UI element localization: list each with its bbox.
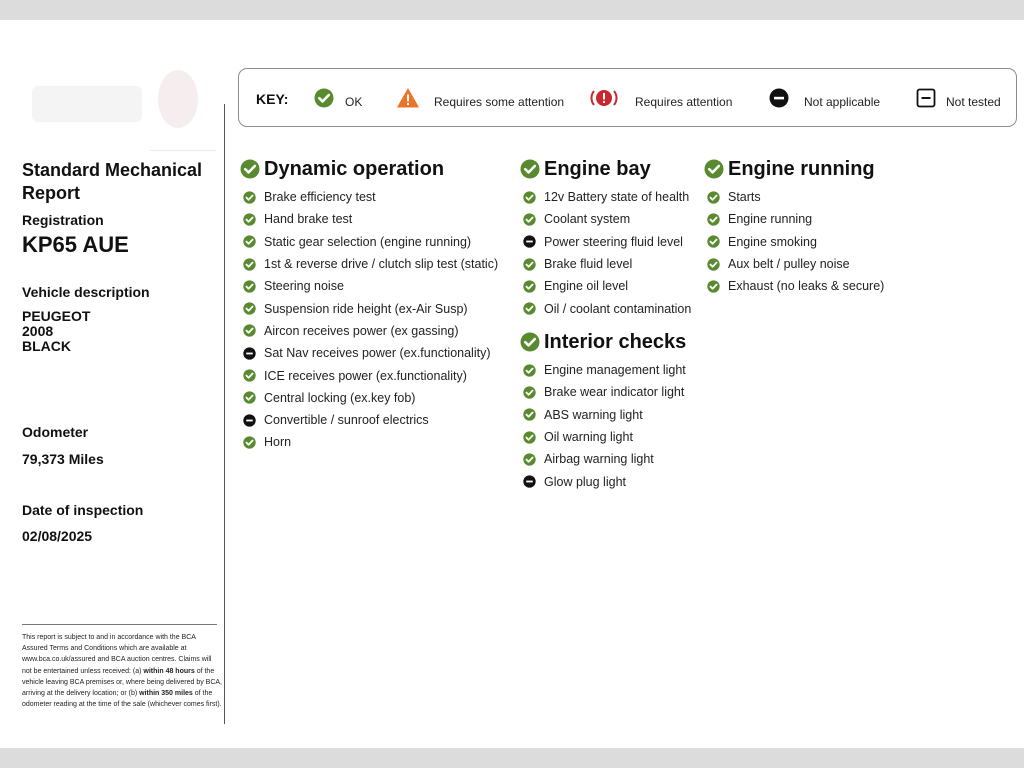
check-item xyxy=(520,448,686,470)
section-engine-bay xyxy=(520,158,691,320)
ok-check-icon xyxy=(243,280,256,293)
check-item xyxy=(704,253,884,275)
check-item xyxy=(520,275,691,297)
check-item xyxy=(520,359,686,381)
check-item-label: Brake efficiency test xyxy=(264,190,376,205)
ok-check-icon xyxy=(707,213,720,226)
not-applicable-icon xyxy=(523,475,536,488)
check-item-label: Exhaust (no leaks & secure) xyxy=(728,279,885,294)
ok-check-icon xyxy=(523,280,536,293)
check-item xyxy=(704,231,884,253)
check-list xyxy=(520,186,691,320)
check-item-label: Brake fluid level xyxy=(544,257,633,272)
check-item-label: Convertible / sunroof electrics xyxy=(264,413,429,428)
check-item xyxy=(240,186,498,208)
ok-check-icon xyxy=(523,386,536,399)
check-item-label: Oil warning light xyxy=(544,430,633,445)
check-item xyxy=(240,275,498,297)
key-not-applicable-label: Not applicable xyxy=(804,95,881,109)
check-item xyxy=(520,297,691,319)
vehicle-description xyxy=(22,309,90,354)
section-ok-icon xyxy=(704,159,724,179)
check-item xyxy=(520,381,686,403)
ok-check-icon xyxy=(243,258,256,271)
ok-check-icon xyxy=(243,302,256,315)
ok-check-icon xyxy=(523,191,536,204)
ok-check-icon xyxy=(243,213,256,226)
check-item-label: Steering noise xyxy=(264,279,344,294)
ok-check-icon xyxy=(243,324,256,337)
section-engine-running xyxy=(704,158,884,297)
check-item xyxy=(520,208,691,230)
report-page xyxy=(0,20,1024,748)
registration-value: KP65 AUE xyxy=(22,232,129,257)
check-item-label: ICE receives power (ex.functionality) xyxy=(264,368,467,383)
check-item xyxy=(704,186,884,208)
vehicle-description-label: Vehicle description xyxy=(22,284,150,300)
check-item-label: Suspension ride height (ex-Air Susp) xyxy=(264,301,468,316)
check-item-label: 1st & reverse drive / clutch slip test (static) xyxy=(264,257,499,272)
check-item-label: Starts xyxy=(728,190,761,205)
ok-check-icon xyxy=(523,302,536,315)
ok-check-icon xyxy=(523,453,536,466)
odometer-value: 79,373 Miles xyxy=(22,451,104,467)
section-dynamic-operation xyxy=(240,158,498,454)
vehicle-colour: BLACK xyxy=(22,338,71,354)
not-applicable-icon xyxy=(243,347,256,360)
check-item xyxy=(240,208,498,230)
ok-check-icon xyxy=(243,235,256,248)
inspection-date-label: Date of inspection xyxy=(22,502,144,518)
check-item-label: Brake wear indicator light xyxy=(544,385,685,400)
key-not-applicable-icon xyxy=(769,88,789,108)
check-item-label: Horn xyxy=(264,435,292,450)
check-item-label: Engine smoking xyxy=(728,234,817,249)
check-item-label: Coolant system xyxy=(544,212,631,227)
check-item-label: Engine management light xyxy=(544,363,686,378)
check-list xyxy=(520,359,686,493)
check-item-label: Oil / coolant contamination xyxy=(544,301,692,316)
ok-check-icon xyxy=(707,191,720,204)
ok-check-icon xyxy=(523,364,536,377)
check-item-label: Glow plug light xyxy=(544,474,626,489)
key-attention-label: Requires attention xyxy=(635,95,733,109)
check-item-label: Aircon receives power (ex gassing) xyxy=(264,323,459,338)
ok-check-icon xyxy=(523,431,536,444)
check-item-label: 12v Battery state of health xyxy=(544,190,690,205)
check-item-label: Central locking (ex.key fob) xyxy=(264,390,416,405)
ok-check-icon xyxy=(523,213,536,226)
inspection-date-value: 02/08/2025 xyxy=(22,528,93,544)
key-not-tested-icon xyxy=(916,88,936,108)
section-ok-icon xyxy=(240,159,260,179)
ok-check-icon xyxy=(707,235,720,248)
check-item xyxy=(240,320,498,342)
ok-check-icon xyxy=(523,408,536,421)
terms-disclaimer: This report is subject to and in accordance with the BCA Assured Terms and Conditions which are available at www.bca.co.uk/assured and BCA auction centres. Claims will not be entertained unless received: (a) within 48 hours of the vehicle leaving BCA premises or, where being delivered by BCA, arriving at the delivery location; or (b) within 350 miles of the odometer reading at the time of the sale (whichever comes first). xyxy=(22,634,222,709)
check-list xyxy=(240,186,498,454)
check-item xyxy=(240,431,498,453)
section-ok-icon xyxy=(520,159,540,179)
ok-check-icon xyxy=(243,391,256,404)
check-item-label: ABS warning light xyxy=(544,407,643,422)
key-title: KEY: xyxy=(256,91,289,107)
check-item xyxy=(520,231,691,253)
ok-check-icon xyxy=(523,258,536,271)
check-item xyxy=(704,275,884,297)
check-item xyxy=(704,208,884,230)
footer-divider xyxy=(22,624,217,625)
check-item xyxy=(520,186,691,208)
key-some-attention-label: Requires some attention xyxy=(434,95,565,109)
faded-logo-image xyxy=(32,66,197,152)
section-title: Engine running xyxy=(728,157,875,180)
check-item xyxy=(520,470,686,492)
check-item xyxy=(520,426,686,448)
check-item-label: Hand brake test xyxy=(264,212,353,227)
check-item xyxy=(240,342,498,364)
vehicle-info-panel xyxy=(0,20,225,725)
check-list xyxy=(704,186,884,297)
ok-check-icon xyxy=(243,436,256,449)
check-item-label: Static gear selection (engine running) xyxy=(264,234,472,249)
check-item xyxy=(240,253,498,275)
ok-check-icon xyxy=(243,191,256,204)
not-applicable-icon xyxy=(243,414,256,427)
check-item xyxy=(240,364,498,386)
check-item xyxy=(520,404,686,426)
ok-check-icon xyxy=(707,280,720,293)
key-ok-icon xyxy=(314,88,334,108)
check-item-label: Engine running xyxy=(728,212,813,227)
key-attention-icon xyxy=(589,88,619,108)
check-item xyxy=(520,253,691,275)
registration-label: Registration xyxy=(22,212,104,228)
vehicle-make: PEUGEOT xyxy=(22,308,91,324)
check-item xyxy=(240,231,498,253)
vehicle-model: 2008 xyxy=(22,323,54,339)
report-title: Standard Mechanical Report xyxy=(22,160,203,203)
check-item-label: Power steering fluid level xyxy=(544,234,683,249)
not-applicable-icon xyxy=(523,235,536,248)
section-ok-icon xyxy=(520,332,540,352)
check-item xyxy=(240,297,498,319)
section-title: Interior checks xyxy=(544,330,687,353)
status-key xyxy=(238,68,1017,127)
check-item-label: Aux belt / pulley noise xyxy=(728,257,850,272)
section-title: Dynamic operation xyxy=(264,157,445,180)
check-item xyxy=(240,387,498,409)
column-divider xyxy=(224,104,225,724)
check-item-label: Airbag warning light xyxy=(544,452,654,467)
check-item-label: Sat Nav receives power (ex.functionality) xyxy=(264,346,491,361)
key-warning-icon xyxy=(396,88,420,108)
ok-check-icon xyxy=(707,258,720,271)
check-item-label: Engine oil level xyxy=(544,279,629,294)
ok-check-icon xyxy=(243,369,256,382)
check-item xyxy=(240,409,498,431)
key-not-tested-label: Not tested xyxy=(946,95,1001,109)
section-interior-checks xyxy=(520,331,686,493)
key-ok-label: OK xyxy=(345,95,363,109)
section-title: Engine bay xyxy=(544,157,651,180)
odometer-label: Odometer xyxy=(22,424,89,440)
